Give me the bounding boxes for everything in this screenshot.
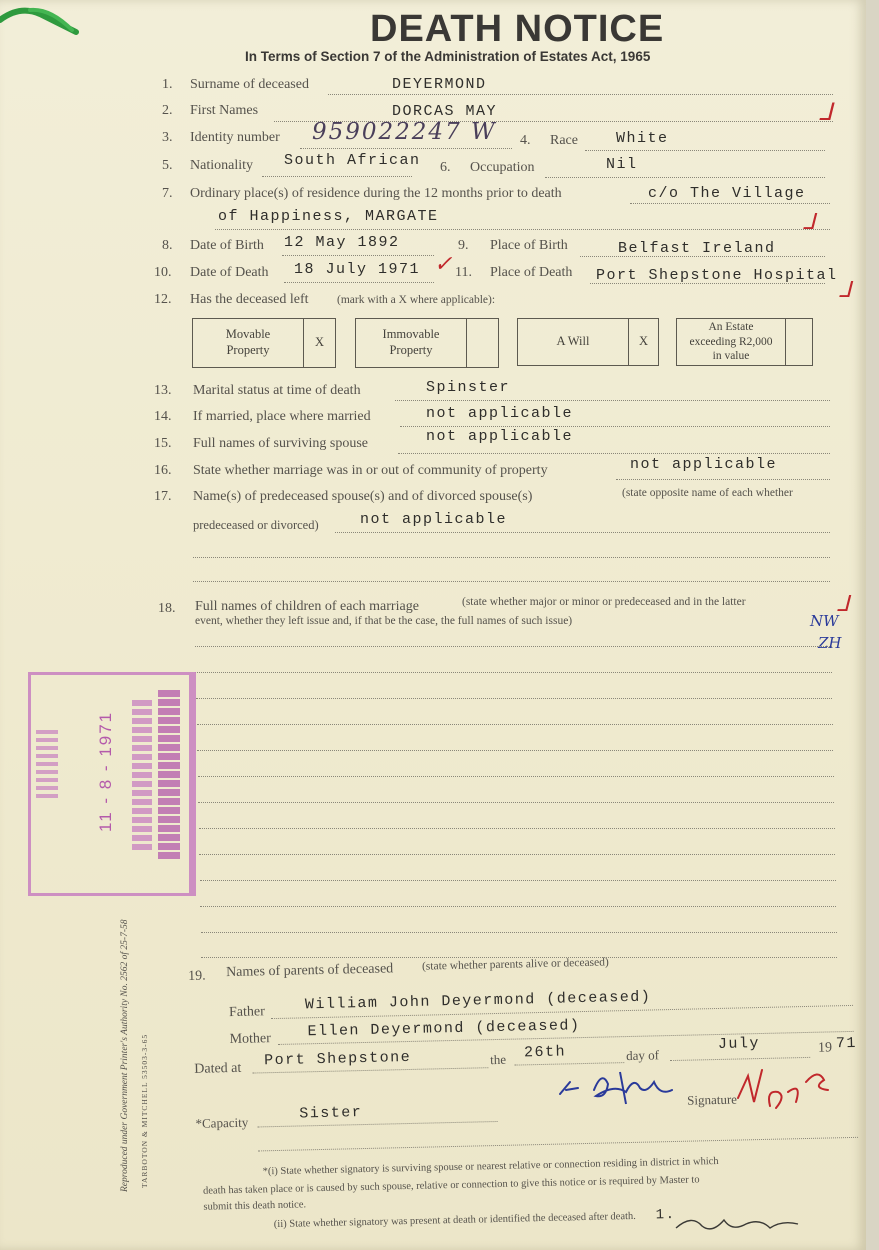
stamp-date: 11 - 8 - 1971: [96, 710, 115, 832]
surviving-spouse-value: not applicable: [426, 428, 574, 445]
item-number: 1.: [162, 77, 173, 92]
assets-label: Has the deceased left: [190, 292, 309, 307]
publisher-note: TARBOTON & MITCHELL 53503-3-65: [140, 1033, 149, 1188]
footnote-signature: [672, 1210, 812, 1238]
date-of-death-value: 18 July 1971: [294, 261, 421, 278]
race-label: Race: [550, 133, 578, 148]
red-tick-mark: ᒧ: [836, 592, 850, 617]
dotted-line: [258, 1121, 498, 1127]
item-number: 9.: [458, 238, 469, 253]
place-married-label: If married, place where married: [193, 409, 371, 424]
will-mark: X: [638, 334, 649, 349]
blue-initials-mark: ZH: [818, 634, 842, 652]
residence-value-line1: c/o The Village: [648, 185, 806, 202]
dotted-line: [258, 1137, 858, 1152]
marital-status-value: Spinster: [426, 379, 511, 396]
residence-value-line2: of Happiness, MARGATE: [218, 208, 439, 225]
dated-place-value: Port Shepstone: [263, 1048, 412, 1070]
item-number: 11.: [455, 265, 472, 280]
surname-value: DEYERMOND: [392, 76, 487, 93]
red-tick-mark: ᒧ: [818, 98, 833, 126]
footnote-i-line3: submit this death notice.: [203, 1199, 307, 1213]
printer-authority-note: Reproduced under Government Printer's Authority No. 2562 of 25-7-58: [120, 919, 130, 1192]
dated-month-value: July: [717, 1035, 761, 1053]
identity-number-label: Identity number: [190, 130, 280, 145]
father-label: Father: [228, 1004, 265, 1021]
item-number: 6.: [440, 160, 451, 175]
the-label: the: [489, 1051, 507, 1068]
date-of-death-label: Date of Death: [190, 265, 269, 280]
predeceased-spouse-value: not applicable: [360, 511, 508, 528]
will-label: A Will: [556, 334, 590, 349]
occupation-value: Nil: [606, 156, 638, 173]
item-number: 16.: [154, 463, 172, 478]
predeceased-spouse-label: Name(s) of predeceased spouse(s) and of divorced spouse(s): [193, 489, 533, 504]
item-number: 2.: [162, 103, 173, 118]
red-tick-mark: ✓: [434, 252, 453, 277]
item-number: 15.: [154, 436, 172, 451]
date-of-birth-label: Date of Birth: [190, 238, 264, 253]
red-tick-mark: ᒧ: [802, 210, 816, 235]
dated-day-value: 26th: [523, 1043, 567, 1062]
place-of-birth-value: Belfast Ireland: [618, 240, 776, 257]
movable-label-line1: Movable: [225, 327, 271, 342]
predeceased-spouse-label-line2: predeceased or divorced): [193, 518, 319, 532]
immovable-label-line1: Immovable: [382, 327, 440, 342]
date-of-birth-value: 12 May 1892: [284, 234, 400, 251]
item-number: 8.: [162, 238, 173, 253]
place-married-value: not applicable: [426, 405, 574, 422]
estate-label-line3: in value: [712, 350, 750, 363]
place-of-birth-label: Place of Birth: [490, 238, 568, 253]
item-number: 17.: [154, 489, 172, 504]
first-names-value: DORCAS MAY: [392, 103, 498, 120]
item-number: 12.: [154, 292, 172, 307]
nationality-value: South African: [284, 152, 421, 169]
footnote-i-line1: *(i) State whether signatory is surviving spouse or nearest relative or connection residing in district in which: [262, 1155, 719, 1178]
item-number: 19.: [188, 968, 206, 984]
children-hint-line2: event, whether they left issue and, if that be the case, the full names of such issue): [195, 615, 573, 627]
place-of-death-label: Place of Death: [490, 265, 573, 280]
occupation-label: Occupation: [470, 160, 535, 175]
community-property-value: not applicable: [630, 456, 778, 473]
item-number: 4.: [520, 133, 531, 148]
red-tick-mark: ᒧ: [838, 278, 852, 303]
father-value: William John Deyermond (deceased): [304, 988, 652, 1014]
handwritten-signature: [556, 1060, 676, 1110]
estate-label-line1: An Estate: [708, 321, 754, 334]
year-prefix: 19: [817, 1040, 833, 1056]
community-property-label: State whether marriage was in or out of community of property: [193, 463, 548, 478]
capacity-value: Sister: [299, 1104, 363, 1123]
footnote-ii-answer-number: 1.: [655, 1206, 676, 1224]
capacity-label: *Capacity: [195, 1114, 249, 1131]
item-number: 7.: [162, 186, 173, 201]
nationality-label: Nationality: [190, 158, 253, 173]
place-of-death-value: Port Shepstone Hospital: [596, 267, 838, 284]
assets-hint: (mark with a X where applicable):: [337, 294, 496, 306]
day-of-label: day of: [625, 1047, 660, 1064]
immovable-label-line2: Property: [389, 343, 433, 357]
surname-label: Surname of deceased: [190, 77, 309, 92]
item-number: 14.: [154, 409, 172, 424]
first-names-label: First Names: [190, 103, 259, 118]
dated-at-label: Dated at: [194, 1060, 242, 1077]
form-title: DEATH NOTICE: [370, 8, 665, 50]
dotted-line: [670, 1057, 810, 1061]
footnote-ii: (ii) State whether signatory was present at death or identified the deceased after death.: [273, 1210, 636, 1231]
item-number: 10.: [154, 265, 172, 280]
item-number: 3.: [162, 130, 173, 145]
identity-number-value: 959022247 W: [312, 119, 497, 145]
item-number: 18.: [158, 601, 176, 616]
form-subtitle: In Terms of Section 7 of the Administration of Estates Act, 1965: [245, 49, 651, 64]
mother-value: Ellen Deyermond (deceased): [307, 1017, 581, 1041]
footnote-i-line2: death has taken place or is caused by such spouse, relative or connection to give this notice or is required by Master to: [202, 1174, 700, 1197]
children-hint: (state whether major or minor or predeceased and in the latter: [462, 596, 746, 608]
red-initials: [732, 1062, 832, 1122]
marital-status-label: Marital status at time of death: [193, 383, 361, 398]
children-label: Full names of children of each marriage: [195, 599, 419, 614]
race-value: White: [616, 130, 669, 147]
parents-label: Names of parents of deceased: [225, 961, 394, 981]
predeceased-spouse-hint: (state opposite name of each whether: [622, 487, 793, 499]
blue-initials-mark: NW: [810, 612, 839, 630]
estate-label-line2: exceeding R2,000: [689, 335, 773, 348]
residence-label: Ordinary place(s) of residence during the 12 months prior to death: [190, 186, 562, 201]
movable-label-line2: Property: [226, 343, 270, 357]
signature-label: Signature: [686, 1091, 738, 1108]
mother-label: Mother: [229, 1031, 272, 1048]
parents-hint: (state whether parents alive or deceased): [421, 956, 609, 973]
item-number: 5.: [162, 158, 173, 173]
dated-year-value: 71: [835, 1034, 858, 1053]
item-number: 13.: [154, 383, 172, 398]
movable-mark: X: [314, 335, 325, 350]
surviving-spouse-label: Full names of surviving spouse: [193, 436, 368, 451]
